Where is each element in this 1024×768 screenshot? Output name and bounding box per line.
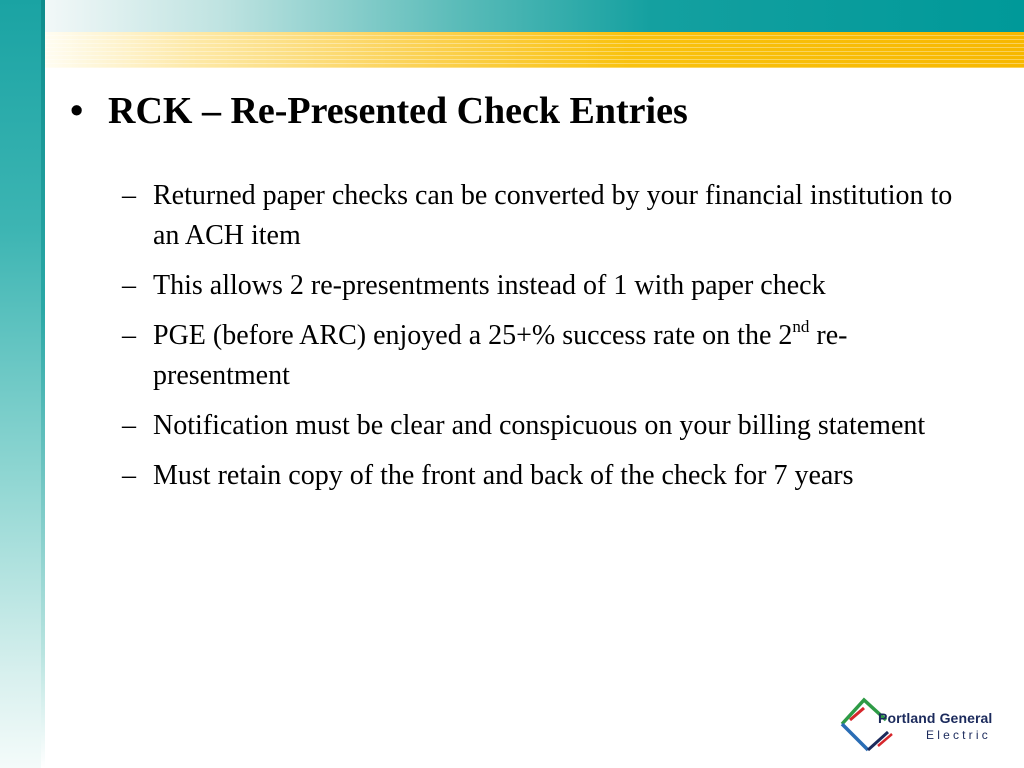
list-item — [122, 176, 972, 256]
dash-marker: – — [122, 320, 136, 351]
slide-title-row — [70, 88, 1000, 134]
list-item — [122, 456, 972, 496]
list-item-text: This allows 2 re-presentments instead of 1 with paper check — [153, 270, 826, 301]
pge-logo — [838, 690, 1008, 754]
list-item — [122, 316, 972, 396]
list-item-text: Notification must be clear and conspicuous on your billing statement — [153, 410, 926, 441]
logo-text-electric: Electric — [926, 728, 991, 742]
list-item-text-before: PGE (before ARC) enjoyed a 25+% success rate on the 2 — [153, 320, 793, 351]
logo-text-portland-general: Portland General — [878, 710, 993, 726]
sub-bullet-list — [122, 176, 972, 506]
dash-marker: – — [122, 460, 136, 491]
list-item-text: Returned paper checks can be converted by your financial institution to an ACH item — [153, 180, 953, 251]
slide-title: RCK – Re-Presented Check Entries — [108, 90, 688, 132]
title-bullet: • — [70, 90, 84, 132]
list-item-text-after: re-presentment — [153, 320, 848, 391]
dash-marker: – — [122, 270, 136, 301]
list-item — [122, 406, 972, 446]
ordinal-superscript: nd — [792, 317, 810, 336]
dash-marker: – — [122, 180, 136, 211]
logo-blue-stroke — [842, 724, 868, 750]
dash-marker: – — [122, 410, 136, 441]
list-item — [122, 266, 972, 306]
list-item-text: Must retain copy of the front and back of the check for 7 years — [153, 460, 854, 491]
